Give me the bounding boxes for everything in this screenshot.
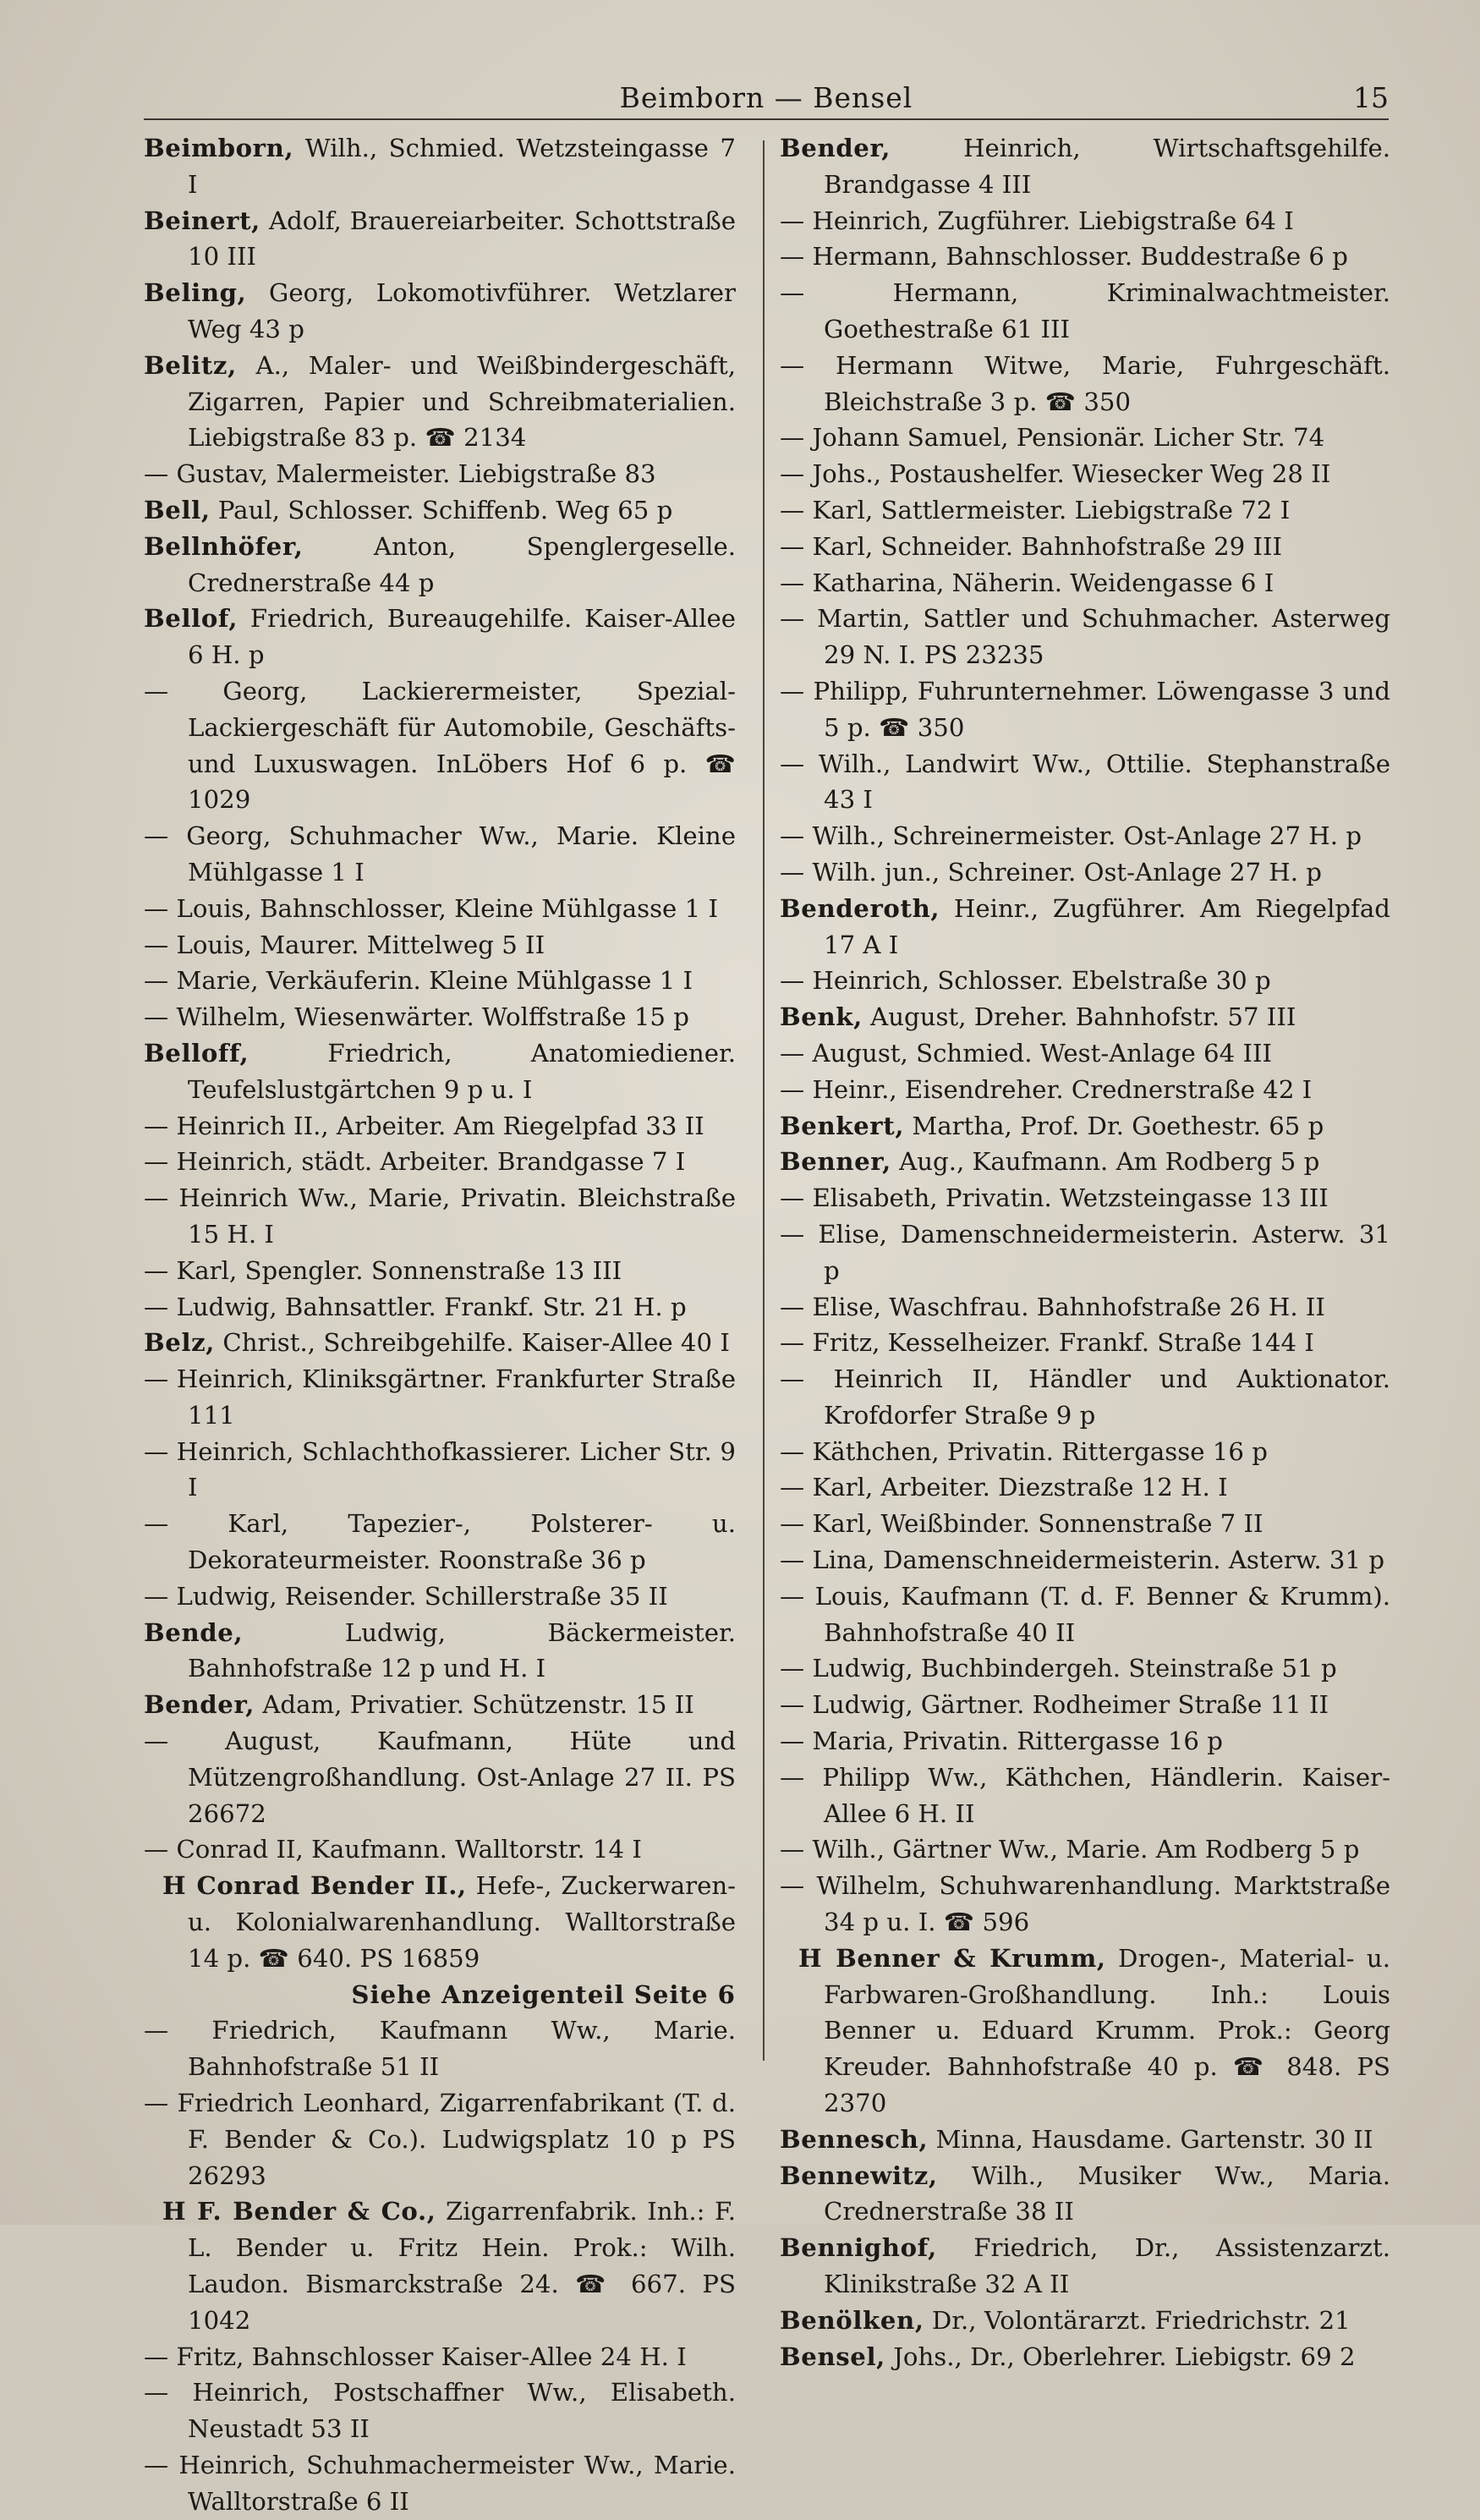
directory-entry [144,1180,736,1253]
directory-entry [780,275,1390,348]
directory-entry [144,2339,736,2375]
entry-details: Friedrich, Anatomiediener. Teufelslustgärtchen 9 p u. I [188,1038,736,1104]
entry-details: — Karl, Sattlermeister. Liebigstraße 72 I [780,495,1291,524]
entry-details: Georg, Lokomotivführer. Wetzlarer Weg 43 p [188,278,736,343]
directory-entry [780,854,1390,891]
entry-details: — Wilh. jun., Schreiner. Ost-Anlage 27 H. p [780,857,1322,887]
directory-entry [780,1361,1390,1434]
entry-details: — Friedrich Leonhard, Zigarrenfabrikant (T. d. F. Bender & Co.). Ludwigsplatz 10 p PS 26293 [144,2089,736,2190]
entry-details: Friedrich, Dr., Assistenzarzt. Klinikstraße 32 A II [824,2233,1390,2299]
entry-surname: Benkert, [780,1111,905,1140]
directory-entry [780,601,1390,673]
directory-entry [780,2339,1390,2375]
left-column [144,130,736,2520]
entry-details: Wilh., Musiker Ww., Maria. Crednerstraße 38 II [824,2160,1390,2226]
directory-entry [144,1289,736,1326]
entry-details: Paul, Schlosser. Schiffenb. Weg 65 p [210,495,673,524]
directory-entry [144,601,736,673]
entry-details: — Fritz, Bahnschlosser Kaiser-Allee 24 H. I [144,2342,687,2371]
directory-entry [780,746,1390,819]
entry-surname: Bender, [780,134,891,162]
directory-entry [144,1434,736,1507]
entry-details: Friedrich, Bureaugehilfe. Kaiser-Allee 6 H. p [188,604,736,670]
entry-details: Ludwig, Bäckermeister. Bahnhofstraße 12 p und H. I [188,1617,736,1683]
entry-details: — Heinrich, Postschaffner Ww., Elisabeth. Neustadt 53 II [144,2378,736,2444]
entry-details: — Wilhelm, Schuhwarenhandlung. Marktstraße 34 p u. I. ☎ 596 [780,1871,1390,1937]
directory-entry [144,456,736,492]
entry-details: — Gustav, Malermeister. Liebigstraße 83 [144,459,656,489]
directory-entry [144,673,736,818]
directory-entry [780,1542,1390,1578]
entry-surname: Beling, [144,278,247,308]
entry-details: — Heinrich, städt. Arbeiter. Brandgasse 7 I [144,1147,686,1177]
entry-details: — Käthchen, Privatin. Rittergasse 16 p [780,1436,1268,1466]
entry-surname: Bennewitz, [780,2160,938,2190]
directory-entry [144,818,736,891]
entry-details: — Friedrich, Kaufmann Ww., Marie. Bahnhofstraße 51 II [144,2016,736,2082]
directory-entry [144,999,736,1035]
entry-details: — Heinrich, Schuhmachermeister Ww., Marie. Walltorstraße 6 II [144,2451,736,2516]
directory-entry [144,348,736,456]
entry-surname: Beinert, [144,206,260,235]
directory-entry [144,2447,736,2520]
entry-surname: Bennighof, [780,2233,937,2263]
entry-surname: Benner, [780,1147,891,1177]
directory-entry [780,1144,1390,1180]
directory-entry [780,1325,1390,1361]
entry-surname: Bell, [144,495,211,524]
directory-entry [144,2085,736,2193]
directory-entry [780,239,1390,275]
entry-details: — August, Schmied. West-Anlage 64 III [780,1038,1273,1068]
directory-entry [144,927,736,964]
entry-details: — Ludwig, Reisender. Schillerstraße 35 II [144,1581,668,1611]
entry-details: — Fritz, Kesselheizer. Frankf. Straße 144 I [780,1328,1314,1358]
directory-entry [780,999,1390,1035]
entry-surname: Bellnhöfer, [144,531,304,561]
directory-entry [144,891,736,927]
entry-details: — Elisabeth, Privatin. Wetzsteingasse 13 III [780,1183,1329,1213]
directory-entry [144,1253,736,1289]
directory-entry [144,275,736,348]
entry-details: Zigarrenfabrik. Inh.: F. L. Bender u. Fritz Hein. Prok.: Wilh. Laudon. Bismarckstraße 24. ☎ 667. PS 1042 [188,2197,736,2335]
entry-details: — Katharina, Näherin. Weidengasse 6 I [780,568,1274,597]
entry-details: Adolf, Brauereiarbeiter. Schottstraße 10 III [188,206,736,272]
entry-details: — Hermann, Bahnschlosser. Buddestraße 6 p [780,242,1348,272]
page-header [144,78,1389,120]
directory-entry [144,1506,736,1578]
entry-details: — Hermann, Kriminalwachtmeister. Goethestraße 61 III [780,278,1390,343]
entry-surname: Belitz, [144,350,237,380]
entry-surname: H Benner & Krumm, [798,1943,1106,1973]
running-title: Beimborn — Bensel [619,81,913,114]
entry-details: Johs., Dr., Oberlehrer. Liebigstr. 69 2 [885,2342,1356,2371]
entry-details: — Karl, Schneider. Bahnhofstraße 29 III [780,531,1283,561]
directory-entry [780,1289,1390,1326]
directory-entry [780,963,1390,999]
entry-details: — Ludwig, Gärtner. Rodheimer Straße 11 II [780,1690,1329,1720]
page-number: 15 [1353,81,1389,114]
entry-details: Adam, Privatier. Schützenstr. 15 II [255,1690,694,1720]
directory-entry [780,1108,1390,1145]
entry-details: — Marie, Verkäuferin. Kleine Mühlgasse 1 I [144,966,693,996]
directory-entry [780,673,1390,746]
entry-details: Minna, Hausdame. Gartenstr. 30 II [928,2124,1373,2154]
entry-surname: Bender, [144,1690,255,1720]
entry-surname: Bensel, [780,2342,885,2371]
entry-details: — Heinrich, Zugführer. Liebigstraße 64 I [780,206,1294,235]
entry-surname: Benderoth, [780,893,940,923]
entry-details: — Philipp Ww., Käthchen, Händlerin. Kaiser-Allee 6 H. II [780,1762,1390,1828]
entry-surname: H Conrad Bender II., [162,1871,467,1901]
directory-entry [780,2158,1390,2231]
entry-details: — Karl, Arbeiter. Diezstraße 12 H. I [780,1473,1228,1502]
directory-entry [780,420,1390,456]
entry-details: — Heinrich Ww., Marie, Privatin. Bleichstraße 15 H. I [144,1183,736,1249]
entry-details: — Louis, Bahnschlosser, Kleine Mühlgasse 1 I [144,893,718,923]
directory-entry [144,203,736,276]
entry-details: — Ludwig, Bahnsattler. Frankf. Str. 21 H. p [144,1292,687,1321]
entry-details: — Maria, Privatin. Rittergasse 16 p [780,1727,1223,1756]
entry-surname: Benk, [780,1002,863,1032]
entry-details: — August, Kaufmann, Hüte und Mützengroßhandlung. Ost-Anlage 27 II. PS 26672 [144,1727,736,1828]
directory-entry [780,1578,1390,1651]
entry-details: — Ludwig, Buchbindergeh. Steinstraße 51 p [780,1654,1337,1683]
entry-details: — Johs., Postaushelfer. Wiesecker Weg 28 II [780,459,1331,489]
entry-details: — Georg, Schuhmacher Ww., Marie. Kleine Mühlgasse 1 I [144,821,736,887]
entry-details: — Karl, Tapezier-, Polsterer- u. Dekorateurmeister. Roonstraße 36 p [144,1509,736,1575]
entry-details: — Heinrich, Kliniksgärtner. Frankfurter Straße 111 [144,1364,736,1430]
entry-surname: Belloff, [144,1038,249,1068]
column-divider [763,140,765,2061]
entry-details: Heinrich, Wirtschaftsgehilfe. Brandgasse 4 III [824,134,1390,199]
entry-surname: Bellof, [144,604,238,634]
entry-details: — Philipp, Fuhrunternehmer. Löwengasse 3 und 5 p. ☎ 350 [780,676,1390,742]
directory-entry [780,203,1390,239]
entry-surname: Bende, [144,1617,244,1647]
directory-entry [144,529,736,601]
entry-details: Siehe Anzeigenteil Seite 6 [351,1979,736,2009]
entry-details: Dr., Volontärarzt. Friedrichstr. 21 [924,2305,1351,2335]
directory-entry [780,1506,1390,1542]
entry-details: Wilh., Schmied. Wetzsteingasse 7 I [188,134,736,199]
entry-details: Drogen-, Material- u. Farbwaren-Großhandlung. Inh.: Louis Benner u. Eduard Krumm. Prok.: Georg Kreuder. Bahnhofstraße 40 p. ☎ 848. PS 2370 [824,1943,1391,2118]
business-listing [144,1868,736,1976]
directory-entry [144,1723,736,1831]
directory-entry [780,130,1390,203]
entry-details: — Hermann Witwe, Marie, Fuhrgeschäft. Bleichstraße 3 p. ☎ 350 [780,350,1390,416]
entry-details: — Louis, Maurer. Mittelweg 5 II [144,930,545,959]
directory-entry [780,1216,1390,1289]
directory-entry [144,1035,736,1108]
entry-details: — Wilhelm, Wiesenwärter. Wolffstraße 15 p [144,1002,689,1032]
entry-details: — Martin, Sattler und Schuhmacher. Asterweg 29 N. I. PS 23235 [780,604,1390,670]
directory-entry [780,1035,1390,1072]
directory-entry [780,565,1390,601]
directory-entry [144,2012,736,2085]
entry-details: — Heinrich, Schlachthofkassierer. Licher Str. 9 I [144,1436,736,1502]
entry-details: — Lina, Damenschneidermeisterin. Asterw. 31 p [780,1545,1385,1575]
entry-details: Christ., Schreibgehilfe. Kaiser-Allee 40 I [215,1328,730,1358]
directory-entry [780,456,1390,492]
entry-details: — Heinrich II., Arbeiter. Am Riegelpfad 33 II [144,1111,704,1140]
directory-entry [144,492,736,529]
entry-details: August, Dreher. Bahnhofstr. 57 III [862,1002,1296,1032]
directory-entry [780,891,1390,964]
directory-entry [144,1615,736,1688]
entry-details: — Wilh., Gärtner Ww., Marie. Am Rodberg 5 p [780,1835,1360,1864]
entry-details: — Karl, Weißbinder. Sonnenstraße 7 II [780,1509,1263,1539]
entry-surname: Beimborn, [144,134,294,162]
directory-entry [780,1760,1390,1832]
entry-details: Hefe-, Zuckerwaren- u. Kolonialwarenhandlung. Walltorstraße 14 p. ☎ 640. PS 16859 [188,1871,737,1973]
directory-entry [144,1108,736,1145]
business-listing [144,2193,736,2338]
entry-details: — Heinr., Eisendreher. Crednerstraße 42 I [780,1074,1313,1104]
entry-details: — Wilh., Schreinermeister. Ost-Anlage 27 H. p [780,821,1362,851]
entry-details: Aug., Kaufmann. Am Rodberg 5 p [891,1147,1320,1177]
directory-entry [780,2122,1390,2158]
entry-details: — Karl, Spengler. Sonnenstraße 13 III [144,1255,622,1285]
entry-details: Anton, Spenglergeselle. Crednerstraße 44 p [188,531,736,597]
entry-details: — Georg, Lackierermeister, Spezial-Lackiergeschäft für Automobile, Geschäfts- und Luxuswagen. InLöbers Hof 6 p. ☎ 1029 [144,676,736,815]
entry-details: — Heinrich II, Händler und Auktionator. Krofdorfer Straße 9 p [780,1364,1390,1430]
directory-entry [780,2230,1390,2303]
entry-surname: Belz, [144,1328,216,1358]
directory-entry [144,1831,736,1868]
entry-details: A., Maler- und Weißbindergeschäft, Zigarren, Papier und Schreibmaterialien. Liebigstraße 83 p. ☎ 2134 [188,350,736,453]
entry-surname: Bennesch, [780,2124,929,2154]
entry-details: Heinr., Zugführer. Am Riegelpfad 17 A I [824,893,1390,959]
entry-details: — Elise, Waschfrau. Bahnhofstraße 26 H. II [780,1292,1325,1321]
entry-surname: H F. Bender & Co., [162,2197,436,2226]
directory-entry [144,963,736,999]
entry-details: Martha, Prof. Dr. Goethestr. 65 p [904,1111,1324,1140]
directory-entry [780,2303,1390,2339]
entry-surname: Benölken, [780,2305,924,2335]
directory-entry [780,1868,1390,1941]
directory-entry [780,492,1390,529]
directory-entry [144,1144,736,1180]
directory-entry [780,348,1390,420]
directory-entry [780,529,1390,565]
entry-details: — Johann Samuel, Pensionär. Licher Str. 74 [780,423,1325,453]
directory-entry [144,1325,736,1361]
directory-entry [780,1723,1390,1760]
directory-entry [780,1180,1390,1216]
entry-details: — Conrad II, Kaufmann. Walltorstr. 14 I [144,1835,642,1864]
entry-details: — Elise, Damenschneidermeisterin. Asterw. 31 p [780,1219,1390,1285]
directory-entry [780,1687,1390,1723]
entry-details: — Louis, Kaufmann (T. d. F. Benner & Krumm). Bahnhofstraße 40 II [780,1581,1390,1647]
directory-entry [144,1687,736,1723]
directory-entry [780,1434,1390,1470]
directory-entry [780,1072,1390,1108]
directory-entry [780,1469,1390,1506]
entry-details: — Wilh., Landwirt Ww., Ottilie. Stephanstraße 43 I [780,749,1390,815]
directory-entry [144,1361,736,1434]
directory-entry [144,1578,736,1615]
directory-entry [144,130,736,203]
directory-entry [780,1831,1390,1868]
ad-reference-note [144,1977,736,2013]
directory-entry [780,818,1390,854]
entry-details: — Heinrich, Schlosser. Ebelstraße 30 p [780,966,1271,996]
directory-entry [780,1650,1390,1687]
business-listing [780,1941,1390,2122]
directory-entry [144,2375,736,2447]
right-column [780,130,1390,2375]
